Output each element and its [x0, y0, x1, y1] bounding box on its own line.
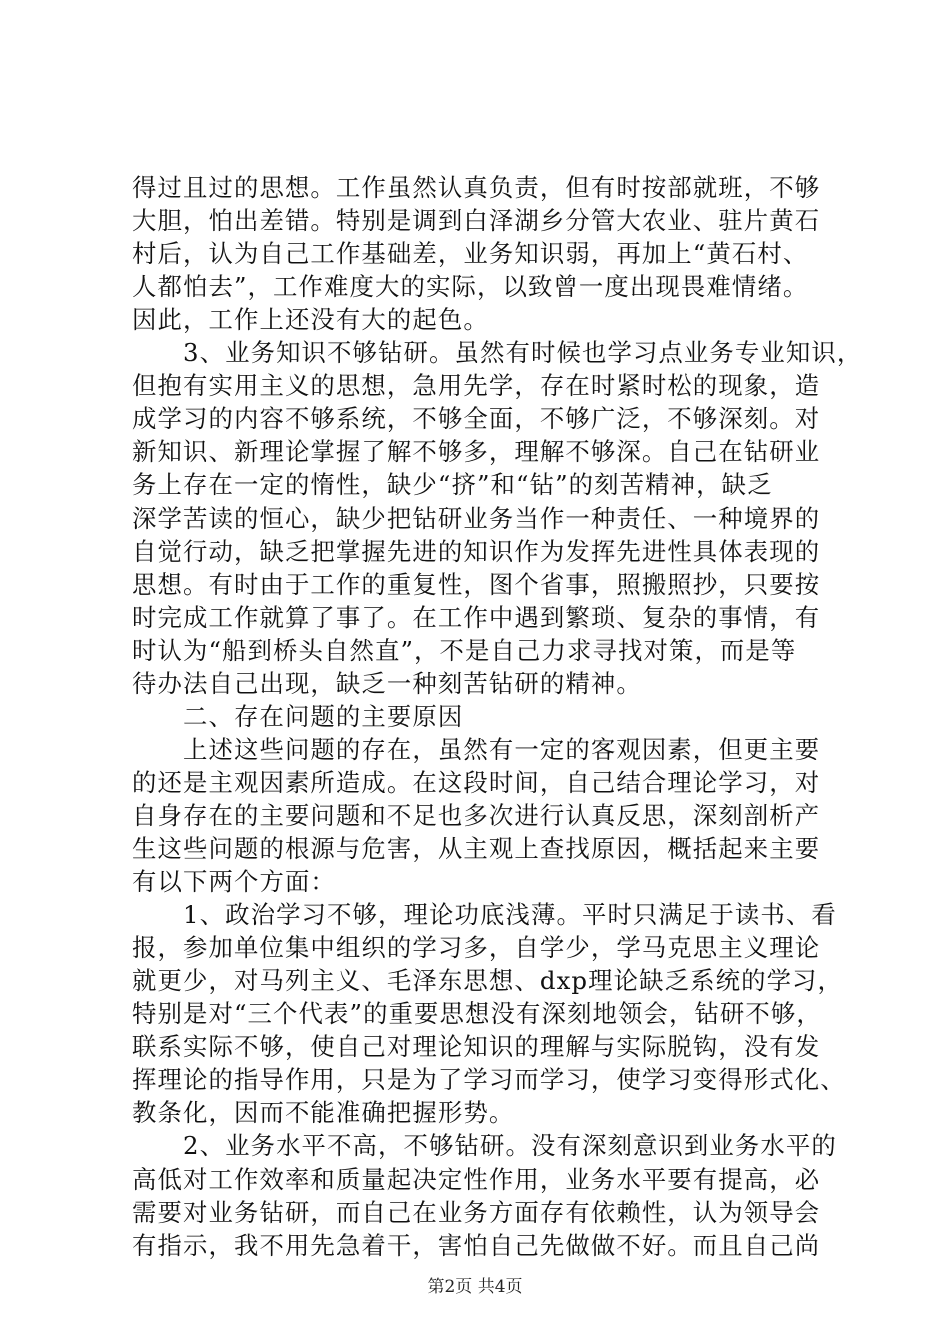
text-line: 报，参加单位集中组织的学习多，自学少，学马克思主义理论 — [132, 933, 821, 963]
text-line: 村后，认为自己工作基础差，业务知识弱，再加上“黄石村、 — [132, 239, 809, 269]
text-line: 3、业务知识不够钻研。虽然有时候也学习点业务专业知识， — [132, 338, 863, 368]
text-line: 时认为“船到桥头自然直”，不是自己力求寻找对策，而是等 — [132, 635, 797, 665]
text-line: 二、存在问题的主要原因 — [132, 701, 464, 731]
text-line: 需要对业务钻研，而自己在业务方面存有依赖性，认为领导会 — [132, 1197, 821, 1227]
text-line: 生这些问题的根源与危害，从主观上查找原因，概括起来主要 — [132, 834, 821, 863]
text-line: 但抱有实用主义的思想，急用先学，存在时紧时松的现象，造 — [132, 371, 821, 401]
text-line: 新知识、新理论掌握了解不够多，理解不够深。自己在钻研业 — [132, 437, 821, 467]
text-line: 联系实际不够，使自己对理论知识的理解与实际脱钩，没有发 — [132, 1032, 821, 1062]
text-line: 得过且过的思想。工作虽然认真负责，但有时按部就班，不够 — [132, 173, 821, 202]
text-line: 自觉行动，缺乏把掌握先进的知识作为发挥先进性具体表现的 — [132, 536, 821, 566]
text-line: 务上存在一定的惰性，缺少“挤”和“钻”的刻苦精神，缺乏 — [132, 470, 773, 500]
text-line: 就更少，对马列主义、毛泽东思想、dxp理论缺乏系统的学习， — [132, 966, 844, 996]
text-line: 有以下两个方面： — [132, 867, 336, 896]
text-line: 上述这些问题的存在，虽然有一定的客观因素，但更主要 — [132, 734, 821, 764]
text-line: 时完成工作就算了事了。在工作中遇到繁琐、复杂的事情，有 — [132, 602, 821, 632]
text-line: 的还是主观因素所造成。在这段时间，自己结合理论学习，对 — [132, 767, 821, 797]
text-line: 人都怕去”，工作难度大的实际，以致曾一度出现畏难情绪。 — [132, 272, 809, 302]
text-line: 思想。有时由于工作的重复性，图个省事，照搬照抄，只要按 — [132, 569, 821, 599]
text-line: 成学习的内容不够系统，不够全面，不够广泛，不够深刻。对 — [132, 404, 821, 434]
text-line: 挥理论的指导作用，只是为了学习而学习，使学习变得形式化、 — [132, 1065, 846, 1095]
text-line: 特别是对“三个代表”的重要思想没有深刻地领会，钻研不够， — [132, 999, 822, 1029]
text-line: 高低对工作效率和质量起决定性作用，业务水平要有提高，必 — [132, 1164, 821, 1194]
text-line: 教条化，因而不能准确把握形势。 — [132, 1098, 515, 1128]
text-line: 有指示，我不用先急着干，害怕自己先做做不好。而且自己尚 — [132, 1230, 821, 1260]
text-line: 大胆，怕出差错。特别是调到白泽湖乡分管大农业、驻片黄石 — [132, 206, 821, 236]
text-line: 2、业务水平不高，不够钻研。没有深刻意识到业务水平的 — [132, 1131, 837, 1161]
text-line: 因此，工作上还没有大的起色。 — [132, 305, 489, 335]
text-line: 1、政治学习不够，理论功底浅薄。平时只满足于读书、看 — [132, 900, 837, 930]
text-line: 待办法自己出现，缺乏一种刻苦钻研的精神。 — [132, 668, 642, 698]
text-line: 深学苦读的恒心，缺少把钻研业务当作一种责任、一种境界的 — [132, 503, 821, 533]
text-line: 自身存在的主要问题和不足也多次进行认真反思，深刻剖析产 — [132, 800, 821, 830]
page-footer: 第2页 共4页 — [427, 1277, 523, 1297]
